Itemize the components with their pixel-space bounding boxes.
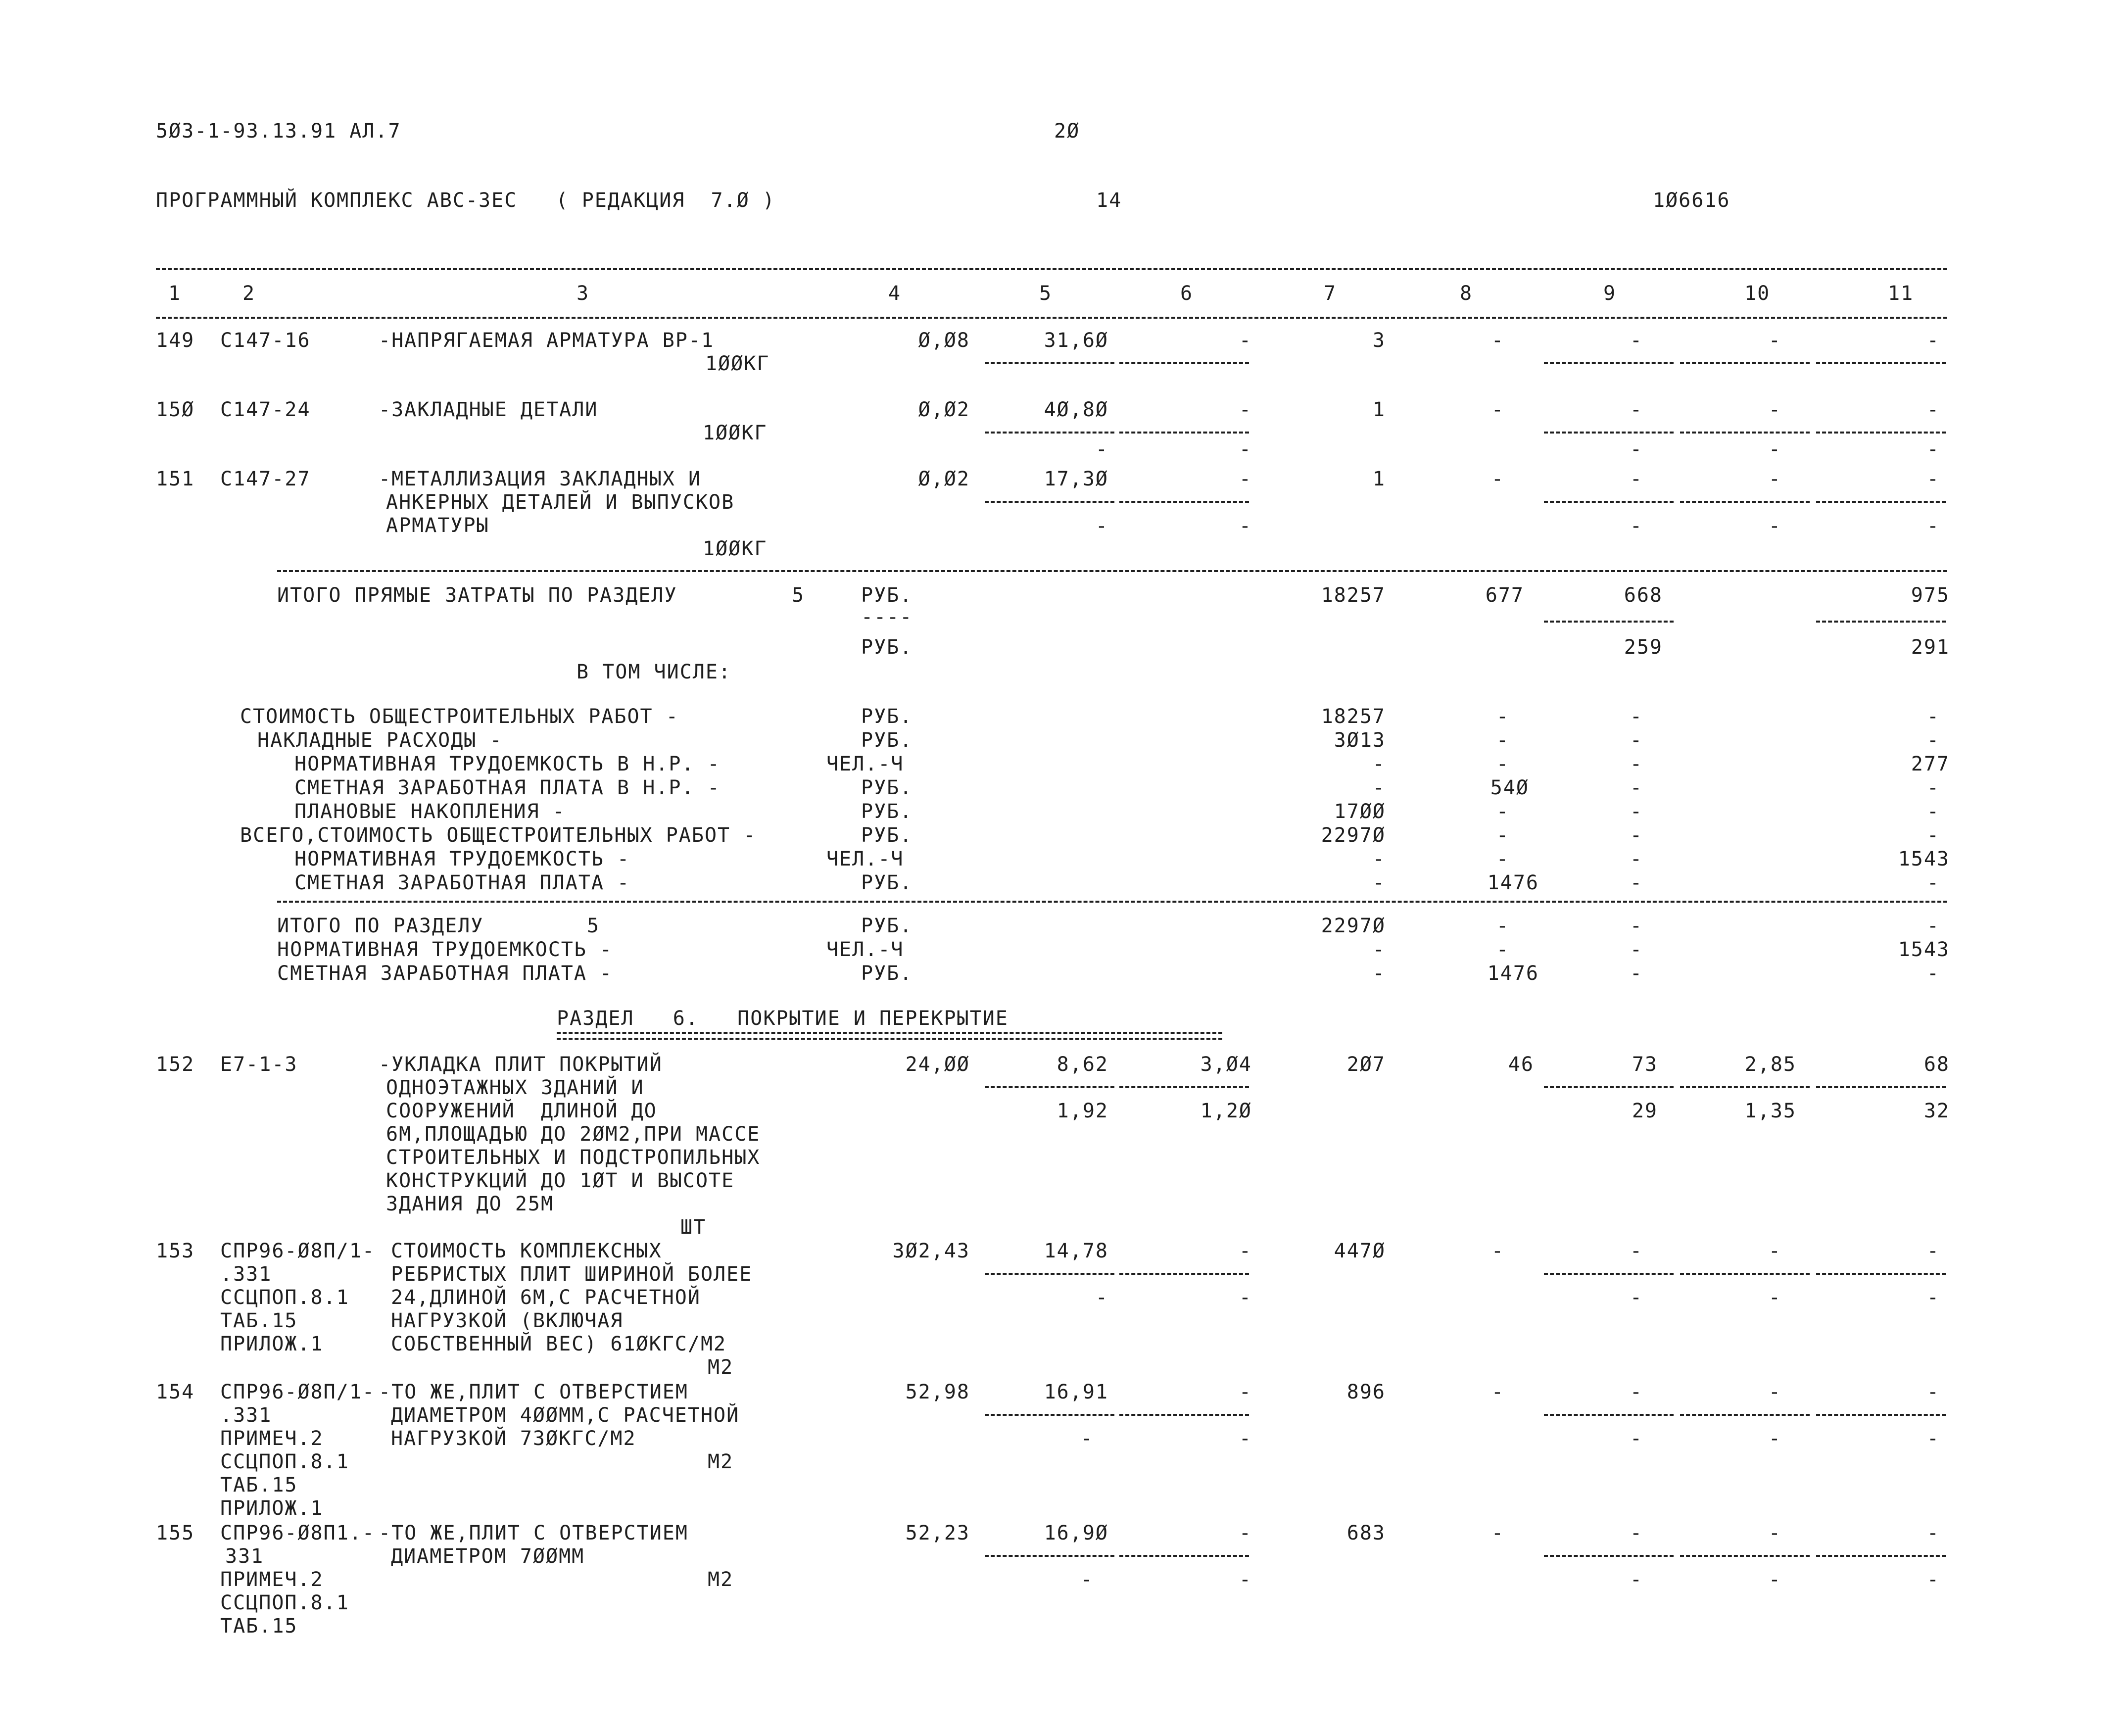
cell-col4: 3Ø2,43 [892,1240,970,1262]
doc-code: 5Ø3-1-93.13.91 АЛ.7 [156,120,401,143]
cell-col4: 52,98 [905,1381,970,1403]
cell-col4: 52,23 [905,1522,970,1544]
summary-col11: - [1926,776,1940,799]
cell-col9: 73 [1632,1053,1658,1076]
row-code: СПР96-Ø8П/1- [220,1240,375,1262]
summary-label: НАКЛАДНЫЕ РАСХОДЫ - [257,729,503,752]
summary-label: ПЛАНОВЫЕ НАКОПЛЕНИЯ - [294,800,566,823]
summary-col9: - [1630,871,1643,894]
cell-col7: 1 [1372,398,1386,421]
row-description: ДИАМЕТРОМ 7ØØММ [391,1545,585,1568]
cell-col6-secondary: - [1239,1568,1252,1591]
row-description: ДИАМЕТРОМ 4ØØММ,С РАСЧЕТНОЙ [391,1404,740,1427]
split-rule [1680,1273,1810,1275]
unit-separator: ---- [861,606,913,628]
summary-col8: 1476 [1487,871,1539,894]
row-description: СТОИМОСТЬ КОМПЛЕКСНЫХ [391,1240,662,1262]
cell-col9-secondary: - [1630,1286,1643,1309]
itogo-rule [277,901,1947,903]
summary-unit: РУБ. [861,800,913,823]
row-description: 24,ДЛИНОЙ 6М,С РАСЧЕТНОЙ [391,1286,701,1309]
row-description: -НАПРЯГАЕМАЯ АРМАТУРА ВР-1 [379,329,715,352]
cell-col10: - [1768,329,1781,352]
split-rule [1680,432,1810,434]
row-code: СПР96-Ø8П1.- [220,1522,375,1544]
row-description: АНКЕРНЫХ ДЕТАЛЕЙ И ВЫПУСКОВ [386,491,735,514]
itogo-unit: РУБ. [861,915,913,937]
section-title-underline [557,1032,1222,1040]
summary-col9: - [1630,776,1643,799]
page-number: 2Ø [1054,120,1080,143]
summary-label: НОРМАТИВНАЯ ТРУДОЕМКОСТЬ В Н.Р. - [294,753,721,775]
itogo-col9: - [1630,938,1643,961]
row-code: ТАБ.15 [220,1474,298,1496]
cell-col6-secondary: - [1239,1427,1252,1450]
summary-label: СМЕТНАЯ ЗАРАБОТНАЯ ПЛАТА В Н.Р. - [294,776,721,799]
cell-col8: - [1491,1240,1504,1262]
column-header: 1 [168,282,182,305]
cell-col8: - [1491,329,1504,352]
split-rule [1544,1414,1674,1416]
summary-col9: - [1630,800,1643,823]
cell-col7: 2Ø7 [1346,1053,1386,1076]
row-description: -ТО ЖЕ,ПЛИТ С ОТВЕРСТИЕМ [379,1522,688,1544]
summary-col11: - [1926,824,1940,847]
row-description: -ЗАКЛАДНЫЕ ДЕТАЛИ [379,398,598,421]
row-number: 149 [156,329,195,352]
row-description: -ТО ЖЕ,ПЛИТ С ОТВЕРСТИЕМ [379,1381,688,1403]
sheet-number: 14 [1096,189,1122,212]
row-description: СТРОИТЕЛЬНЫХ И ПОДСТРОПИЛЬНЫХ [386,1146,761,1169]
cell-col5: 4Ø,8Ø [1044,398,1108,421]
cell-col11: 68 [1923,1053,1950,1076]
cell-col9-secondary: - [1630,1427,1643,1450]
split-rule [1119,1414,1249,1416]
row-description: ОДНОЭТАЖНЫХ ЗДАНИЙ И [386,1076,644,1099]
row-description: СОБСТВЕННЫЙ ВЕС) 61ØКГС/М2 [391,1333,727,1355]
cell-col11-secondary: - [1926,1286,1940,1309]
cell-col8: - [1491,468,1504,490]
column-header: 7 [1324,282,1337,305]
summary-col7: 17ØØ [1334,800,1386,823]
cell-col11: - [1926,1240,1940,1262]
cell-col10: 2,85 [1744,1053,1796,1076]
cell-col9-secondary: - [1630,438,1643,461]
section-total-number: 5 [792,584,805,607]
cell-col6-secondary: 1,2Ø [1200,1100,1252,1122]
cell-col10-secondary: - [1768,1427,1781,1450]
split-rule [1544,621,1674,623]
itogo-col8: - [1496,915,1509,937]
section-total-rule [277,570,1947,572]
cell-col10-secondary: - [1768,515,1781,537]
cell-col11: - [1926,398,1940,421]
split-rule [1119,432,1249,434]
split-rule [1816,501,1946,503]
cell-col5-secondary: - [1080,1568,1094,1591]
split-rule [1119,1273,1249,1275]
cell-col6: - [1239,329,1252,352]
cell-col7: 1 [1372,468,1386,490]
split-rule [985,1555,1114,1557]
document-code: 1Ø6616 [1653,189,1730,212]
summary-col8: - [1496,705,1509,728]
itogo-unit: РУБ. [861,962,913,985]
table-top-rule [156,268,1947,270]
split-rule [985,501,1114,503]
split-rule [1544,1273,1674,1275]
cell-col10: - [1768,1381,1781,1403]
cell-col9: - [1630,1381,1643,1403]
cell-col11-secondary: - [1926,1427,1940,1450]
cell-col9: - [1630,468,1643,490]
row-code: С147-27 [220,468,311,490]
cell-col8: - [1491,1381,1504,1403]
split-rule [1544,501,1674,503]
cell-col7: 896 [1346,1381,1386,1403]
total-col9: 668 [1624,584,1663,607]
cell-col10: - [1768,468,1781,490]
split-rule [1119,501,1249,503]
summary-col7: - [1372,871,1386,894]
cell-col9-secondary: 29 [1632,1100,1658,1122]
itogo-label: НОРМАТИВНАЯ ТРУДОЕМКОСТЬ - [277,938,613,961]
itogo-col7: - [1372,938,1386,961]
including-label: В ТОМ ЧИСЛЕ: [577,661,731,683]
cell-col4: Ø,Ø8 [918,329,970,352]
summary-col8: - [1496,824,1509,847]
cell-col6: - [1239,1522,1252,1544]
section-title: РАЗДЕЛ 6. ПОКРЫТИЕ И ПЕРЕКРЫТИЕ [557,1007,1009,1030]
row-code: СПР96-Ø8П/1- [220,1381,375,1403]
itogo-label: СМЕТНАЯ ЗАРАБОТНАЯ ПЛАТА - [277,962,613,985]
summary-col11: - [1926,800,1940,823]
cell-col9: - [1630,329,1643,352]
cell-col11-secondary: - [1926,1568,1940,1591]
summary-col7: 2297Ø [1321,824,1386,847]
split-rule [1544,1555,1674,1557]
row-description: -УКЛАДКА ПЛИТ ПОКРЫТИЙ [379,1053,663,1076]
split-rule [1816,1414,1946,1416]
cell-col5: 16,91 [1044,1381,1108,1403]
total-col11-secondary: 291 [1911,636,1950,659]
row-code: 331 [225,1545,264,1568]
column-header: 10 [1744,282,1771,305]
row-unit: М2 [708,1450,734,1473]
row-code: Е7-1-3 [220,1053,298,1076]
itogo-col8: - [1496,938,1509,961]
total-col11: 975 [1911,584,1950,607]
summary-col8: - [1496,753,1509,775]
split-rule [1816,1273,1946,1275]
row-description: КОНСТРУКЦИЙ ДО 1ØТ И ВЫСОТЕ [386,1169,735,1192]
cell-col10: - [1768,1522,1781,1544]
cell-col5: 14,78 [1044,1240,1108,1262]
summary-unit: РУБ. [861,824,913,847]
summary-label: ВСЕГО,СТОИМОСТЬ ОБЩЕСТРОИТЕЛЬНЫХ РАБОТ - [240,824,757,847]
cell-col11: - [1926,1381,1940,1403]
section-total-label: ИТОГО ПРЯМЫЕ ЗАТРАТЫ ПО РАЗДЕЛУ [277,584,677,607]
cell-col10-secondary: 1,35 [1744,1100,1796,1122]
cell-col9: - [1630,398,1643,421]
cell-col4: Ø,Ø2 [918,398,970,421]
cell-col10-secondary: - [1768,1568,1781,1591]
row-description: -МЕТАЛЛИЗАЦИЯ ЗАКЛАДНЫХ И [379,468,702,490]
cell-col9: - [1630,1522,1643,1544]
column-header: 6 [1180,282,1194,305]
cell-col5-secondary: - [1095,515,1108,537]
cell-col11: - [1926,468,1940,490]
column-header: 4 [888,282,902,305]
split-rule [1680,1555,1810,1557]
cell-col5: 16,9Ø [1044,1522,1108,1544]
cell-col10-secondary: - [1768,1286,1781,1309]
program-title: ПРОГРАММНЫЙ КОМПЛЕКС АВС-3ЕС ( РЕДАКЦИЯ 7.Ø ) [156,189,775,212]
summary-unit: РУБ. [861,871,913,894]
summary-unit: ЧЕЛ.-Ч [826,848,904,870]
split-rule [1119,1086,1249,1088]
row-code: ПРИЛОЖ.1 [220,1497,324,1520]
split-rule [1816,432,1946,434]
cell-col11: - [1926,329,1940,352]
split-rule [1680,1086,1810,1088]
row-code: ТАБ.15 [220,1309,298,1332]
row-description: ЗДАНИЯ ДО 25М [386,1193,554,1215]
summary-col8: - [1496,729,1509,752]
summary-unit: РУБ. [861,705,913,728]
itogo-col7: 2297Ø [1321,915,1386,937]
summary-label: НОРМАТИВНАЯ ТРУДОЕМКОСТЬ - [294,848,630,870]
cell-col7: 3 [1372,329,1386,352]
row-code: .331 [220,1263,272,1286]
row-code: ССЦПОП.8.1 [220,1450,349,1473]
split-rule [1544,362,1674,364]
split-rule [1544,1086,1674,1088]
summary-unit: РУБ. [861,729,913,752]
cell-col11-secondary: 32 [1923,1100,1950,1122]
summary-col7: 3Ø13 [1334,729,1386,752]
row-description: 6М,ПЛОЩАДЬЮ ДО 2ØМ2,ПРИ МАССЕ [386,1123,761,1146]
itogo-col7: - [1372,962,1386,985]
cell-col5-secondary: - [1095,1286,1108,1309]
cell-col5: 8,62 [1057,1053,1108,1076]
split-rule [985,432,1114,434]
summary-label: СМЕТНАЯ ЗАРАБОТНАЯ ПЛАТА - [294,871,630,894]
cell-col11: - [1926,1522,1940,1544]
cell-col6: 3,Ø4 [1200,1053,1252,1076]
row-unit: 1ØØКГ [705,352,770,375]
row-description: НАГРУЗКОЙ (ВКЛЮЧАЯ [391,1309,624,1332]
row-unit: 1ØØКГ [703,422,768,444]
cell-col6-secondary: - [1239,1286,1252,1309]
column-header: 9 [1603,282,1617,305]
total-col9-secondary: 259 [1624,636,1663,659]
itogo-col11: - [1926,915,1940,937]
cell-col11-secondary: - [1926,515,1940,537]
summary-col9: - [1630,824,1643,847]
summary-col9: - [1630,848,1643,870]
split-rule [1816,1086,1946,1088]
cell-col9-secondary: - [1630,515,1643,537]
cell-col6: - [1239,468,1252,490]
summary-col8: - [1496,800,1509,823]
cell-col10-secondary: - [1768,438,1781,461]
cell-col6-secondary: - [1239,438,1252,461]
row-code: ПРИМЕЧ.2 [220,1568,324,1591]
split-rule [1544,432,1674,434]
row-code: ССЦПОП.8.1 [220,1591,349,1614]
row-number: 154 [156,1381,195,1403]
split-rule [985,1086,1114,1088]
summary-col11: 1543 [1898,848,1950,870]
itogo-label: ИТОГО ПО РАЗДЕЛУ 5 [277,915,600,937]
itogo-col11: - [1926,962,1940,985]
cell-col6: - [1239,1240,1252,1262]
column-header: 2 [242,282,256,305]
row-number: 151 [156,468,195,490]
column-header: 5 [1039,282,1053,305]
split-rule [1119,362,1249,364]
row-description: РЕБРИСТЫХ ПЛИТ ШИРИНОЙ БОЛЕЕ [391,1263,753,1286]
cell-col5-secondary: - [1080,1427,1094,1450]
cell-col6: - [1239,1381,1252,1403]
cell-col9-secondary: - [1630,1568,1643,1591]
row-unit: ШТ [680,1216,707,1239]
cell-col8: - [1491,1522,1504,1544]
row-description: СООРУЖЕНИЙ ДЛИНОЙ ДО [386,1100,657,1122]
summary-col11: - [1926,871,1940,894]
column-header: 11 [1888,282,1914,305]
itogo-col11: 1543 [1898,938,1950,961]
section-total-unit-2: РУБ. [861,636,913,659]
cell-col11-secondary: - [1926,438,1940,461]
cell-col5: 17,3Ø [1044,468,1108,490]
row-number: 153 [156,1240,195,1262]
split-rule [1816,621,1946,623]
cell-col5: 31,6Ø [1044,329,1108,352]
split-rule [1680,362,1810,364]
header-bottom-rule [156,317,1947,319]
summary-col7: - [1372,776,1386,799]
row-code: ССЦПОП.8.1 [220,1286,349,1309]
split-rule [1816,1555,1946,1557]
row-description: НАГРУЗКОЙ 73ØКГС/М2 [391,1427,636,1450]
row-description: АРМАТУРЫ [386,514,489,537]
itogo-col9: - [1630,915,1643,937]
total-col7: 18257 [1321,584,1386,607]
cell-col5-secondary: 1,92 [1057,1100,1108,1122]
cell-col6-secondary: - [1239,515,1252,537]
summary-col9: - [1630,729,1643,752]
section-total-unit: РУБ. [861,584,913,607]
summary-label: СТОИМОСТЬ ОБЩЕСТРОИТЕЛЬНЫХ РАБОТ - [240,705,679,728]
row-code: .331 [220,1404,272,1427]
summary-col9: - [1630,753,1643,775]
row-number: 15Ø [156,398,195,421]
row-unit: М2 [708,1568,734,1591]
cell-col5-secondary: - [1095,438,1108,461]
cell-col4: Ø,Ø2 [918,468,970,490]
summary-col11: - [1926,705,1940,728]
split-rule [985,1273,1114,1275]
column-header: 8 [1460,282,1473,305]
split-rule [1680,501,1810,503]
cell-col8: - [1491,398,1504,421]
split-rule [1680,1414,1810,1416]
row-code: С147-16 [220,329,311,352]
summary-col7: - [1372,848,1386,870]
row-code: ПРИЛОЖ.1 [220,1333,324,1355]
cell-col8: 46 [1508,1053,1534,1076]
split-rule [985,1414,1114,1416]
cell-col7: 447Ø [1334,1240,1386,1262]
column-header: 3 [577,282,590,305]
row-code: ПРИМЕЧ.2 [220,1427,324,1450]
summary-col7: - [1372,753,1386,775]
itogo-unit: ЧЕЛ.-Ч [826,938,904,961]
cell-col7: 683 [1346,1522,1386,1544]
summary-col9: - [1630,705,1643,728]
summary-col8: - [1496,848,1509,870]
row-unit: М2 [708,1356,734,1379]
cell-col10: - [1768,398,1781,421]
split-rule [1119,1555,1249,1557]
summary-col8: 54Ø [1490,776,1529,799]
cell-col9: - [1630,1240,1643,1262]
cell-col10: - [1768,1240,1781,1262]
summary-col11: 277 [1911,753,1950,775]
row-unit: 1ØØКГ [703,537,768,560]
itogo-col8: 1476 [1487,962,1539,985]
cell-col4: 24,ØØ [905,1053,970,1076]
itogo-col9: - [1630,962,1643,985]
row-number: 152 [156,1053,195,1076]
row-code: С147-24 [220,398,311,421]
summary-col7: 18257 [1321,705,1386,728]
summary-unit: РУБ. [861,776,913,799]
summary-col11: - [1926,729,1940,752]
split-rule [1816,362,1946,364]
split-rule [985,362,1114,364]
row-code: ТАБ.15 [220,1615,298,1638]
row-number: 155 [156,1522,195,1544]
cell-col6: - [1239,398,1252,421]
summary-unit: ЧЕЛ.-Ч [826,753,904,775]
total-col8: 677 [1485,584,1524,607]
